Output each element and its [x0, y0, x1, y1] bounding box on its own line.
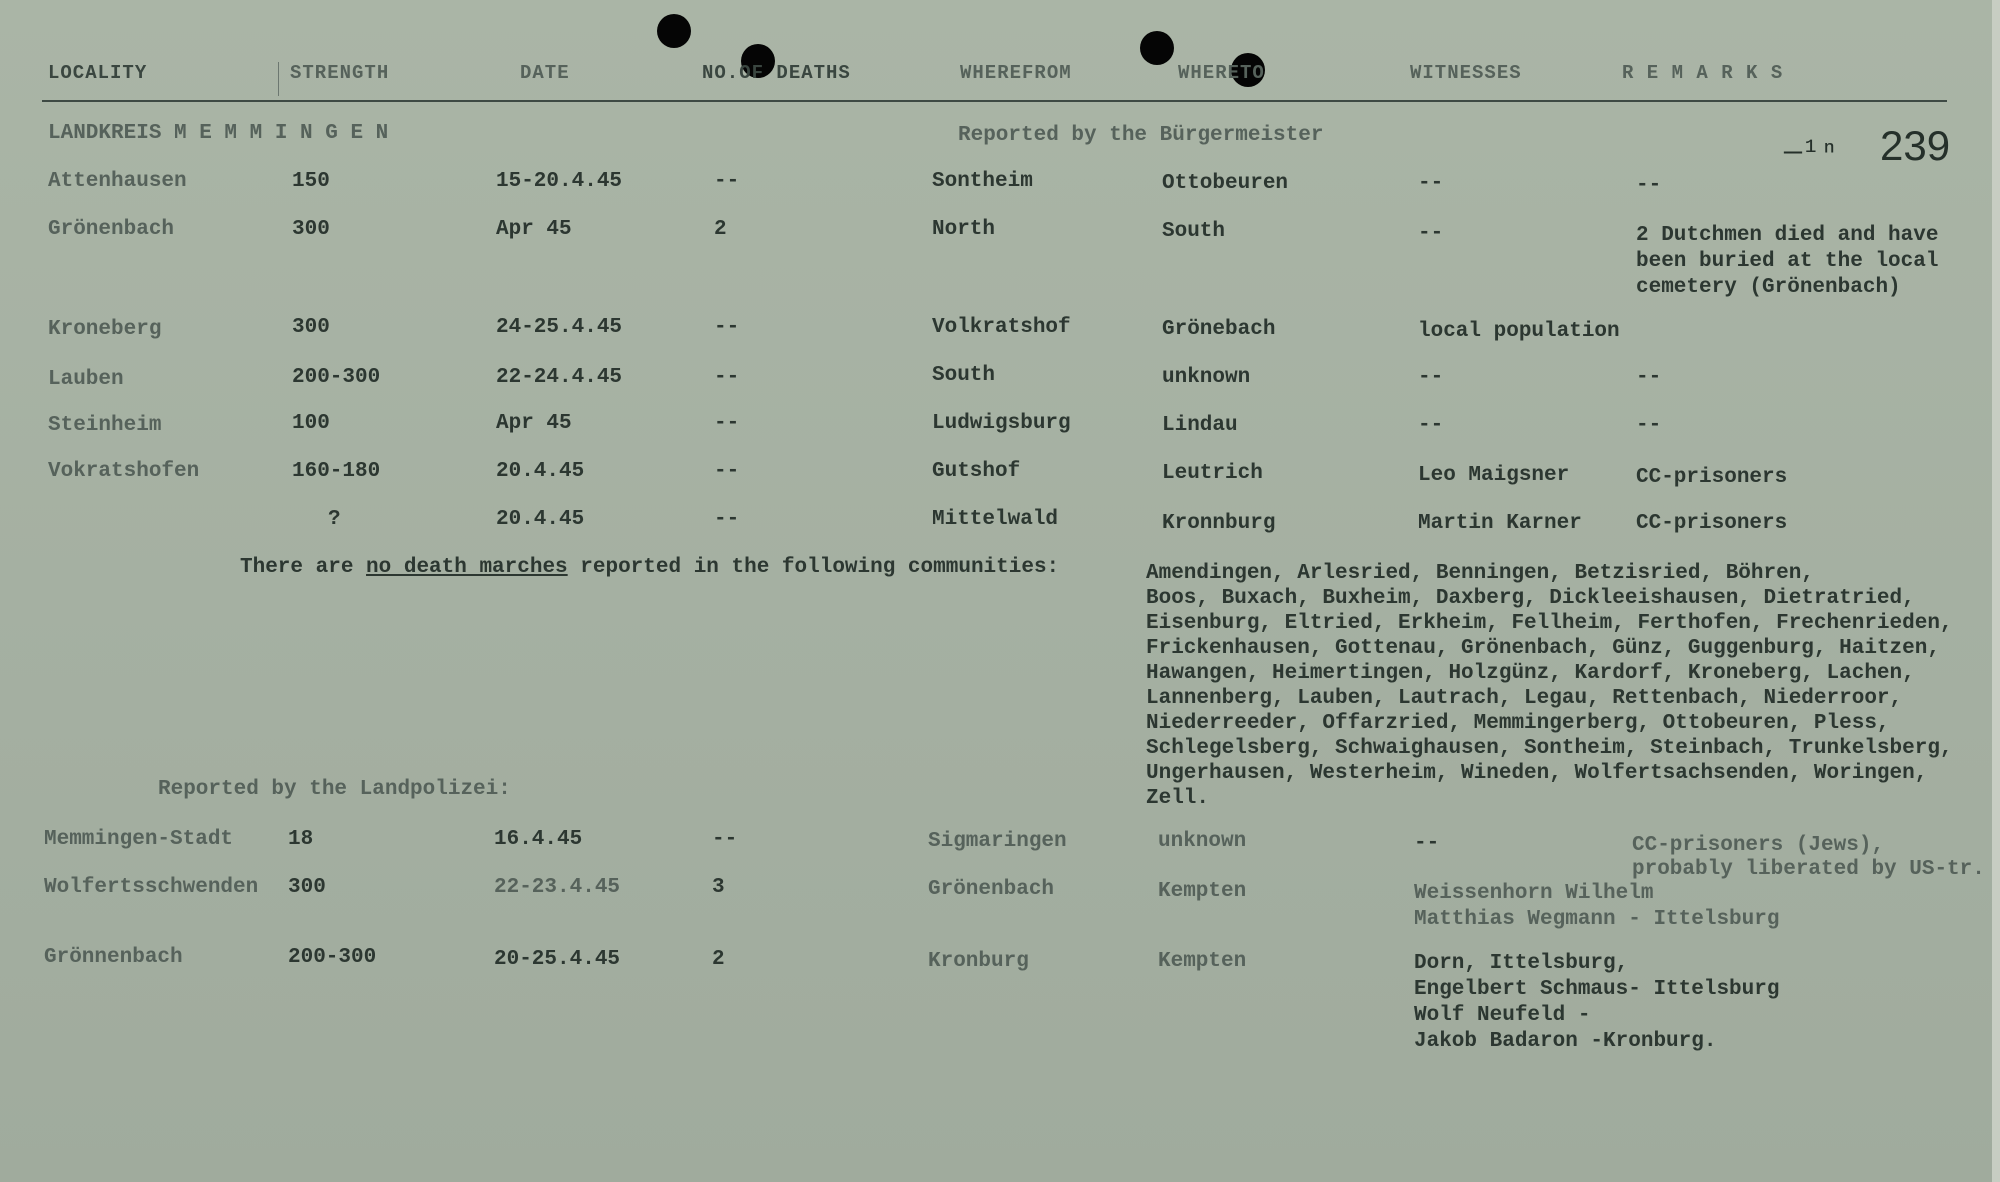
- row-witnesses: Martin Karner: [1418, 512, 1582, 535]
- row-locality: Vokratshofen: [48, 460, 200, 483]
- row-witnesses: --: [1418, 172, 1444, 195]
- row-to: Kempten: [1158, 950, 1247, 973]
- row-to: unknown: [1162, 366, 1251, 389]
- row-deaths: --: [712, 828, 738, 851]
- header-witnesses: WITNESSES: [1410, 62, 1522, 84]
- community-line: Zell.: [1146, 787, 1210, 810]
- paper-edge: [1992, 0, 2000, 1182]
- row-to: South: [1162, 220, 1226, 243]
- row-witnesses-line-2: Matthias Wegmann - Ittelsburg: [1414, 908, 1780, 931]
- row-from: Gutshof: [932, 460, 1021, 483]
- row-to: Kempten: [1158, 880, 1247, 903]
- row-date: 16.4.45: [494, 828, 583, 851]
- row-witnesses-line-2: Engelbert Schmaus- Ittelsburg: [1414, 978, 1780, 1001]
- row-date: 20.4.45: [496, 460, 585, 483]
- row-date: Apr 45: [496, 218, 572, 241]
- row-remarks: CC-prisoners (Jews),: [1632, 834, 1885, 857]
- no-marches-prefix: There are: [240, 556, 367, 579]
- page-mark: —¹ⁿ: [1784, 136, 1839, 170]
- row-date: 22-23.4.45: [494, 876, 621, 899]
- row-deaths: 2: [714, 218, 727, 241]
- row-deaths: --: [714, 508, 740, 531]
- row-witnesses: Weissenhorn Wilhelm: [1414, 882, 1654, 905]
- row-from: Volkratshof: [932, 316, 1071, 339]
- row-strength: 300: [288, 876, 326, 899]
- header-rule: [42, 100, 1947, 102]
- row-locality: Memmingen-Stadt: [44, 828, 234, 851]
- punch-hole: [657, 14, 691, 48]
- row-to: Lindau: [1162, 414, 1238, 437]
- row-date: 22-24.4.45: [496, 366, 623, 389]
- community-line: Frickenhausen, Gottenau, Grönenbach, Günz, Guggenburg, Haitzen,: [1146, 637, 1940, 660]
- community-line: Boos, Buxach, Buxheim, Daxberg, Dickleeishausen, Dietratried,: [1146, 587, 1915, 610]
- row-locality: Steinheim: [48, 414, 162, 437]
- row-witnesses: --: [1418, 366, 1444, 389]
- landkreis-heading: LANDKREIS M E M M I N G E N: [48, 122, 389, 145]
- no-marches-underlined: no death marches: [366, 556, 568, 579]
- punch-hole: [1140, 31, 1174, 65]
- row-locality: Attenhausen: [48, 170, 187, 193]
- row-to: Leutrich: [1162, 462, 1263, 485]
- row-witnesses: --: [1418, 222, 1444, 245]
- row-strength: 200-300: [288, 946, 377, 969]
- row-from: Sontheim: [932, 170, 1033, 193]
- row-witnesses: Dorn, Ittelsburg,: [1414, 952, 1629, 975]
- community-line: Niederreeder, Offarzried, Memmingerberg, Ottobeuren, Pless,: [1146, 712, 1890, 735]
- header-strength: STRENGTH: [290, 62, 390, 84]
- reported-by-landpolizei: Reported by the Landpolizei:: [158, 778, 511, 801]
- community-line: Ungerhausen, Westerheim, Wineden, Wolfertsachsenden, Woringen,: [1146, 762, 1928, 785]
- row-remarks-line-2: probably liberated by US-tr.: [1632, 858, 1985, 881]
- row-locality: Grönenbach: [48, 218, 175, 241]
- row-locality: Lauben: [48, 368, 124, 391]
- row-deaths: --: [714, 460, 740, 483]
- row-witnesses: --: [1414, 832, 1440, 855]
- row-deaths: --: [714, 412, 740, 435]
- row-remarks: 2 Dutchmen died and have: [1636, 224, 1939, 247]
- row-remarks: --: [1636, 414, 1662, 437]
- row-remarks: --: [1636, 366, 1662, 389]
- row-locality: Grönnenbach: [44, 946, 183, 969]
- row-strength: 150: [292, 170, 330, 193]
- no-marches-suffix: reported in the following communities:: [567, 556, 1060, 579]
- row-to: Grönebach: [1162, 318, 1276, 341]
- row-to: Ottobeuren: [1162, 172, 1289, 195]
- row-witnesses: --: [1418, 414, 1444, 437]
- community-line: Hawangen, Heimertingen, Holzgünz, Kardorf, Kroneberg, Lachen,: [1146, 662, 1915, 685]
- row-witnesses: local population: [1418, 320, 1620, 343]
- row-from: Sigmaringen: [928, 830, 1067, 853]
- row-strength: 200-300: [292, 366, 381, 389]
- header-locality: LOCALITY: [48, 62, 148, 84]
- row-remarks: CC-prisoners: [1636, 466, 1788, 489]
- row-to: Kronnburg: [1162, 512, 1276, 535]
- header-wherefrom: WHEREFROM: [960, 62, 1072, 84]
- row-deaths: --: [714, 170, 740, 193]
- header-date: DATE: [520, 62, 570, 84]
- row-date: 15-20.4.45: [496, 170, 623, 193]
- header-no-deaths: NO.OF DEATHS: [702, 62, 851, 84]
- row-locality: Kroneberg: [48, 318, 162, 341]
- row-from: Grönenbach: [928, 878, 1055, 901]
- row-date: 20.4.45: [496, 508, 585, 531]
- row-remarks: CC-prisoners: [1636, 512, 1788, 535]
- row-from: Mittelwald: [932, 508, 1059, 531]
- reported-by-buergermeister: Reported by the Bürgermeister: [958, 124, 1324, 147]
- community-line: Amendingen, Arlesried, Benningen, Betzisried, Böhren,: [1146, 562, 1814, 585]
- page-number: 239: [1880, 122, 1951, 169]
- row-remarks-line-2: been buried at the local: [1636, 250, 1939, 273]
- row-from: Ludwigsburg: [932, 412, 1071, 435]
- row-locality: Wolfertsschwenden: [44, 876, 259, 899]
- header-divider: [278, 62, 279, 96]
- community-line: Lannenberg, Lauben, Lautrach, Legau, Rettenbach, Niederroor,: [1146, 687, 1903, 710]
- row-deaths: 2: [712, 948, 725, 971]
- row-date: 20-25.4.45: [494, 948, 621, 971]
- header-remarks: R E M A R K S: [1622, 62, 1784, 84]
- row-remarks: --: [1636, 174, 1662, 197]
- row-deaths: 3: [712, 876, 725, 899]
- community-line: Schlegelsberg, Schwaighausen, Sontheim, Steinbach, Trunkelsberg,: [1146, 737, 1953, 760]
- row-remarks-line-3: cemetery (Grönenbach): [1636, 276, 1901, 299]
- row-strength: 100: [292, 412, 330, 435]
- row-deaths: --: [714, 316, 740, 339]
- row-to: unknown: [1158, 830, 1247, 853]
- row-strength: 18: [288, 828, 314, 851]
- row-strength: 300: [292, 316, 330, 339]
- no-marches-statement: [240, 556, 1059, 579]
- row-date: 24-25.4.45: [496, 316, 623, 339]
- community-line: Eisenburg, Eltried, Erkheim, Fellheim, Ferthofen, Frechenrieden,: [1146, 612, 1953, 635]
- row-from: South: [932, 364, 996, 387]
- row-from: North: [932, 218, 996, 241]
- row-strength: 160-180: [292, 460, 381, 483]
- row-deaths: --: [714, 366, 740, 389]
- header-whereto: WHERETO: [1178, 62, 1265, 84]
- row-date: Apr 45: [496, 412, 572, 435]
- row-witnesses: Leo Maigsner: [1418, 464, 1570, 487]
- row-witnesses-line-4: Jakob Badaron -Kronburg.: [1414, 1030, 1717, 1053]
- row-strength: ?: [328, 508, 341, 531]
- row-strength: 300: [292, 218, 330, 241]
- row-witnesses-line-3: Wolf Neufeld -: [1414, 1004, 1591, 1027]
- row-from: Kronburg: [928, 950, 1029, 973]
